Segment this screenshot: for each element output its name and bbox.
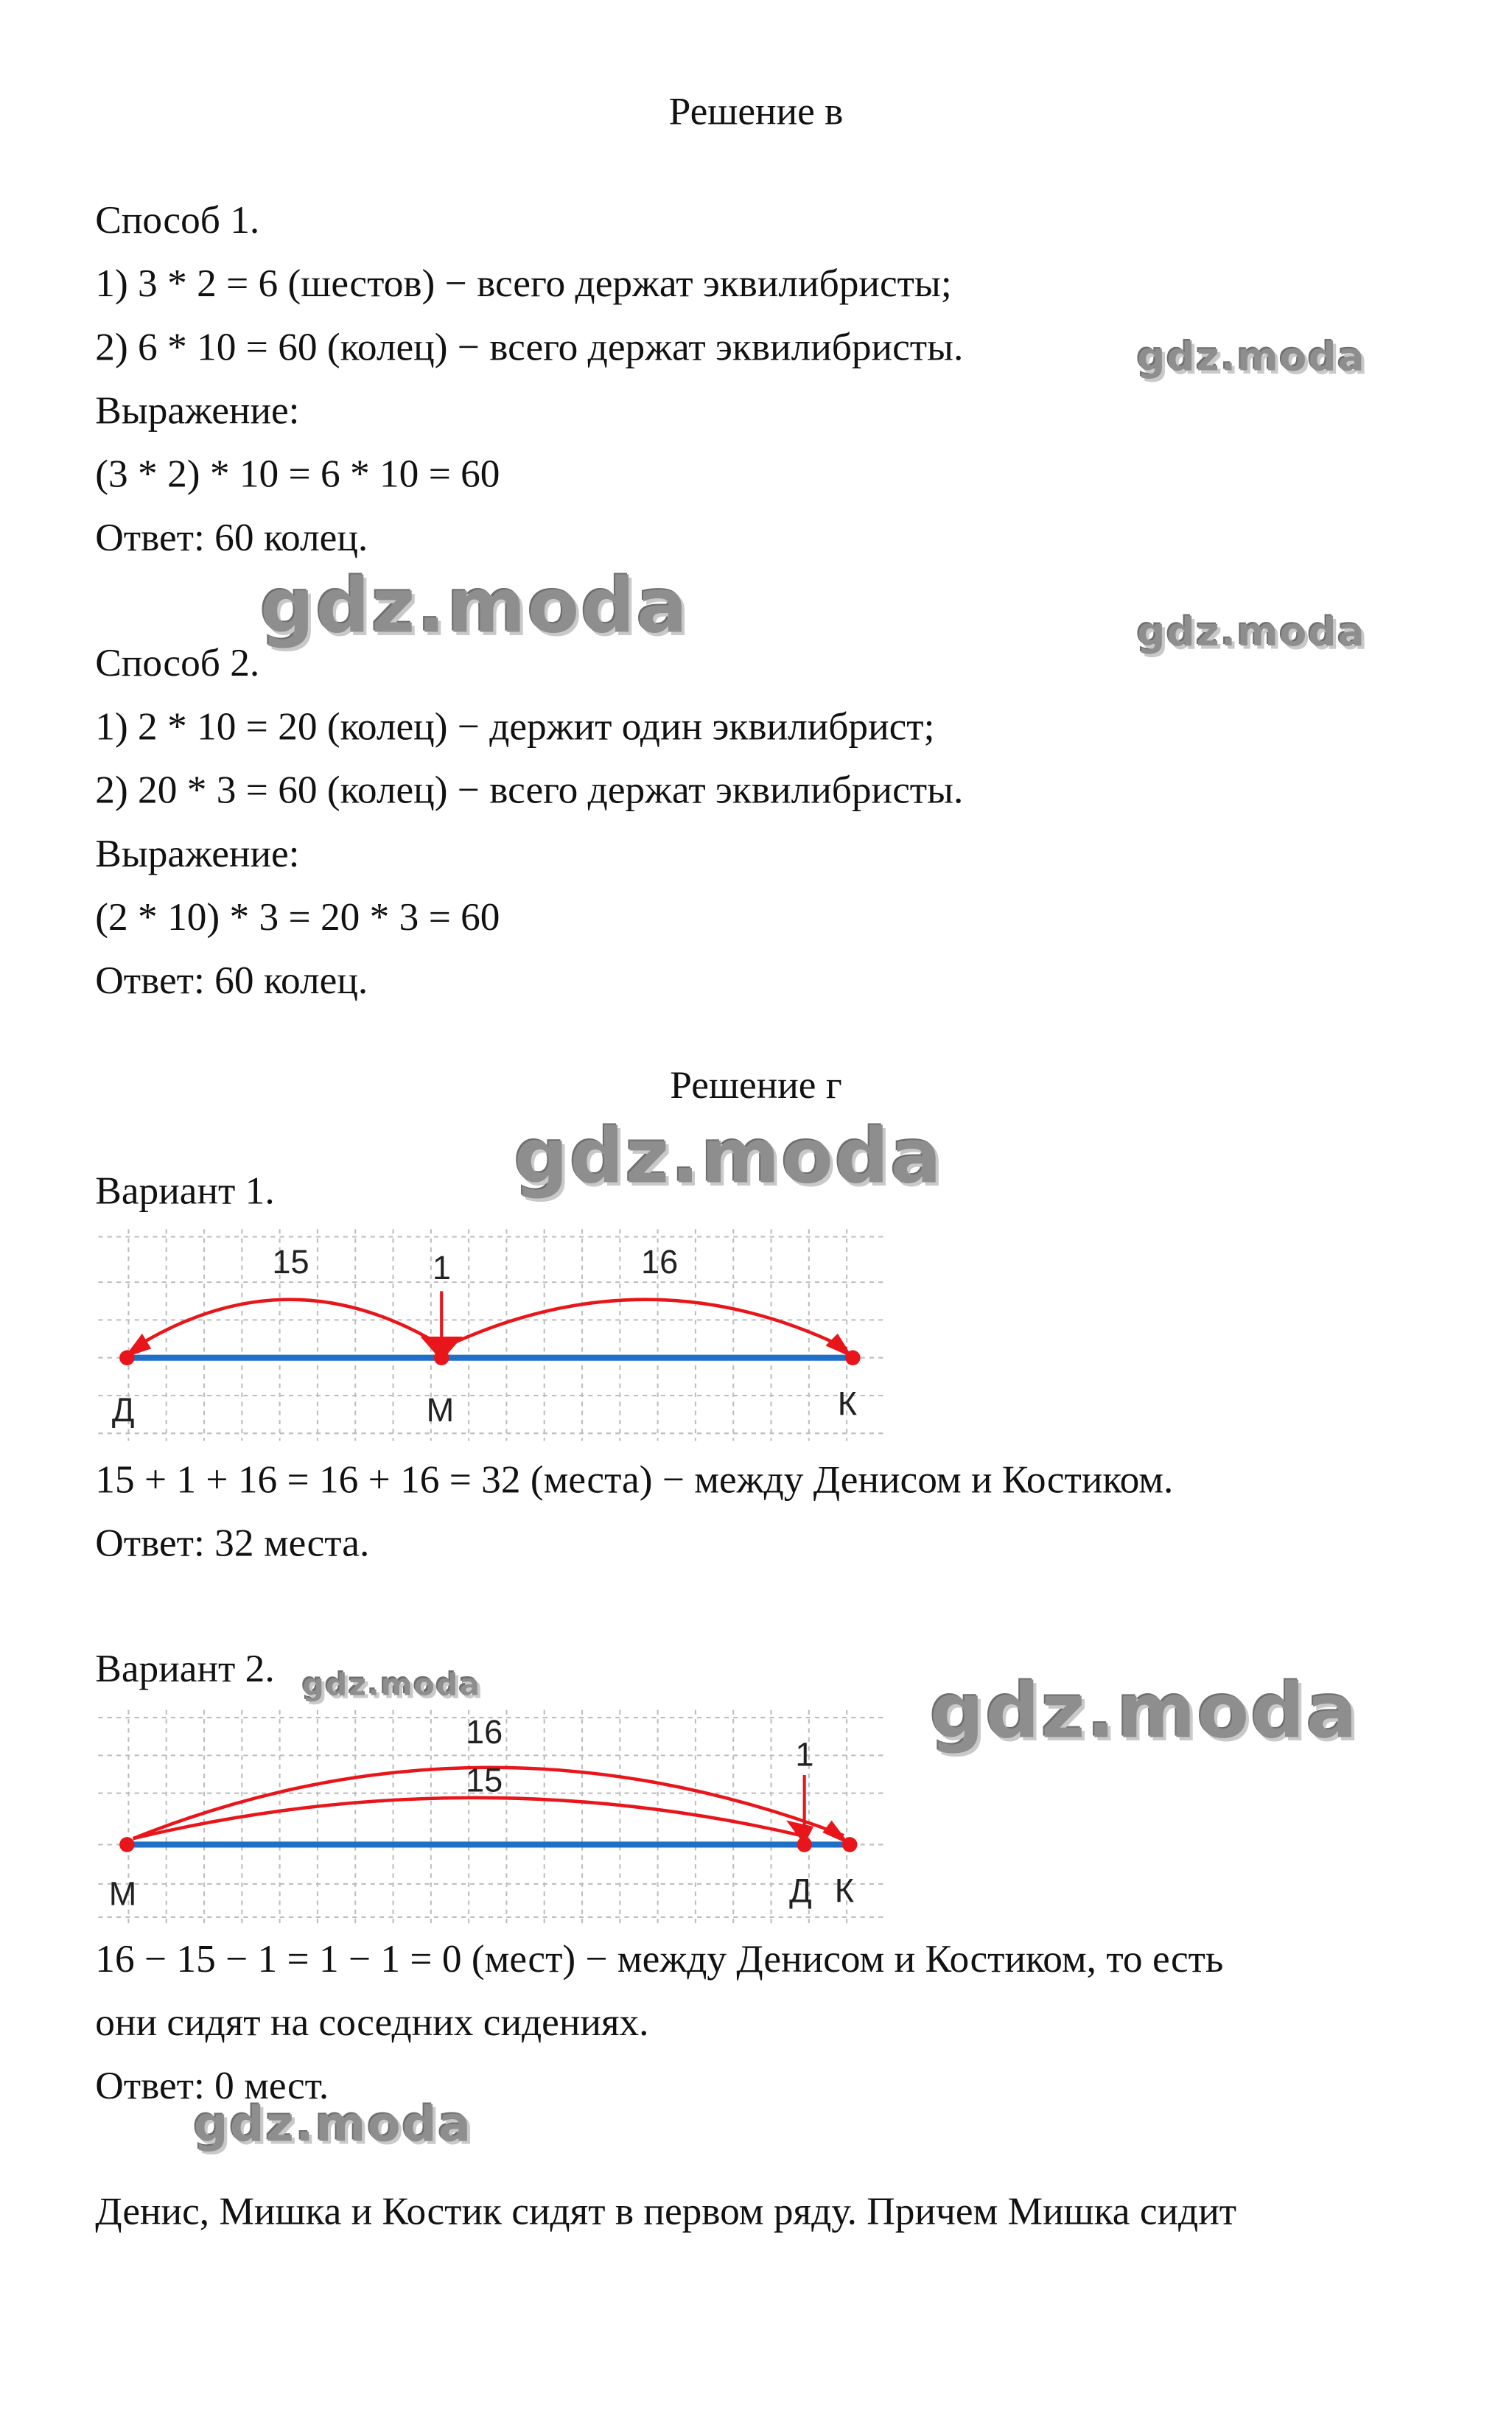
watermark: gdz.moda xyxy=(1137,611,1366,657)
mark-label: 1 xyxy=(795,1735,814,1774)
method1-step2: 2) 6 * 10 = 60 (колец) − всего держат эквилибристы. xyxy=(95,325,964,369)
watermark: gdz.moda xyxy=(259,562,690,651)
point-d-label: Д xyxy=(789,1872,812,1910)
grid xyxy=(98,1229,884,1440)
point-k-label: К xyxy=(837,1384,858,1423)
watermark: gdz.moda xyxy=(929,1667,1359,1756)
watermark: gdz.moda xyxy=(302,1666,482,1703)
method2-expression: (2 * 10) * 3 = 20 * 3 = 60 xyxy=(95,895,500,939)
point-m-dot xyxy=(434,1350,449,1365)
method1-step1: 1) 3 * 2 = 6 (шестов) − всего держат эквилибристы; xyxy=(95,261,952,306)
variant1-calculation: 15 + 1 + 16 = 16 + 16 = 32 (места) − между Денисом и Костиком. xyxy=(95,1457,1174,1502)
method2-title: Способ 2. xyxy=(95,641,260,685)
point-k-dot xyxy=(842,1837,858,1852)
arc-outer-label: 16 xyxy=(466,1712,503,1751)
point-d-label: Д xyxy=(111,1390,135,1429)
arc-right-label: 16 xyxy=(641,1242,679,1281)
method2-expression-label: Выражение: xyxy=(95,831,300,876)
watermark: gdz.moda xyxy=(1137,335,1366,382)
point-d-dot xyxy=(119,1350,135,1365)
arc-left-arrow xyxy=(133,1300,442,1349)
watermark: gdz.moda xyxy=(193,2096,473,2154)
variant1-number-line-diagram xyxy=(91,1222,892,1449)
arc-left-label: 15 xyxy=(272,1242,309,1281)
method1-expression: (3 * 2) * 10 = 6 * 10 = 60 xyxy=(95,452,500,497)
point-k-dot xyxy=(845,1350,861,1365)
footer-problem-text: Денис, Мишка и Костик сидят в первом ряду. Причем Мишка сидит xyxy=(95,2189,1237,2233)
point-k-label: К xyxy=(834,1872,855,1910)
variant2-answer: Ответ: 0 мест. xyxy=(95,2063,329,2108)
variant2-title: Вариант 2. xyxy=(95,1646,275,1691)
method1-answer: Ответ: 60 колец. xyxy=(95,515,368,560)
method2-answer: Ответ: 60 колец. xyxy=(95,958,368,1003)
point-m-label: М xyxy=(426,1390,455,1429)
point-d-dot xyxy=(797,1837,812,1852)
variant2-calculation-line1: 16 − 15 − 1 = 1 − 1 = 0 (мест) − между Денисом и Костиком, то есть xyxy=(95,1936,1224,1981)
arc-right-arrow xyxy=(447,1300,847,1349)
method2-step1: 1) 2 * 10 = 20 (колец) − держит один эквилибрист; xyxy=(95,704,935,749)
point-m-dot xyxy=(119,1837,135,1852)
method1-title: Способ 1. xyxy=(95,197,260,242)
variant1-title: Вариант 1. xyxy=(95,1169,275,1213)
watermark: gdz.moda xyxy=(514,1113,943,1201)
heading-solution-g: Решение г xyxy=(670,1063,842,1107)
variant2-number-line-diagram xyxy=(91,1706,892,1933)
point-m-label: М xyxy=(108,1874,137,1913)
variant1-answer: Ответ: 32 места. xyxy=(95,1521,370,1565)
variant2-calculation-line2: они сидят на соседних сидениях. xyxy=(95,2000,649,2045)
arc-inner-label: 15 xyxy=(466,1761,503,1799)
mark-label: 1 xyxy=(432,1248,451,1286)
heading-solution-v: Решение в xyxy=(668,89,844,133)
method2-step2: 2) 20 * 3 = 60 (колец) − всего держат эквилибристы. xyxy=(95,768,964,812)
method1-expression-label: Выражение: xyxy=(95,388,300,433)
